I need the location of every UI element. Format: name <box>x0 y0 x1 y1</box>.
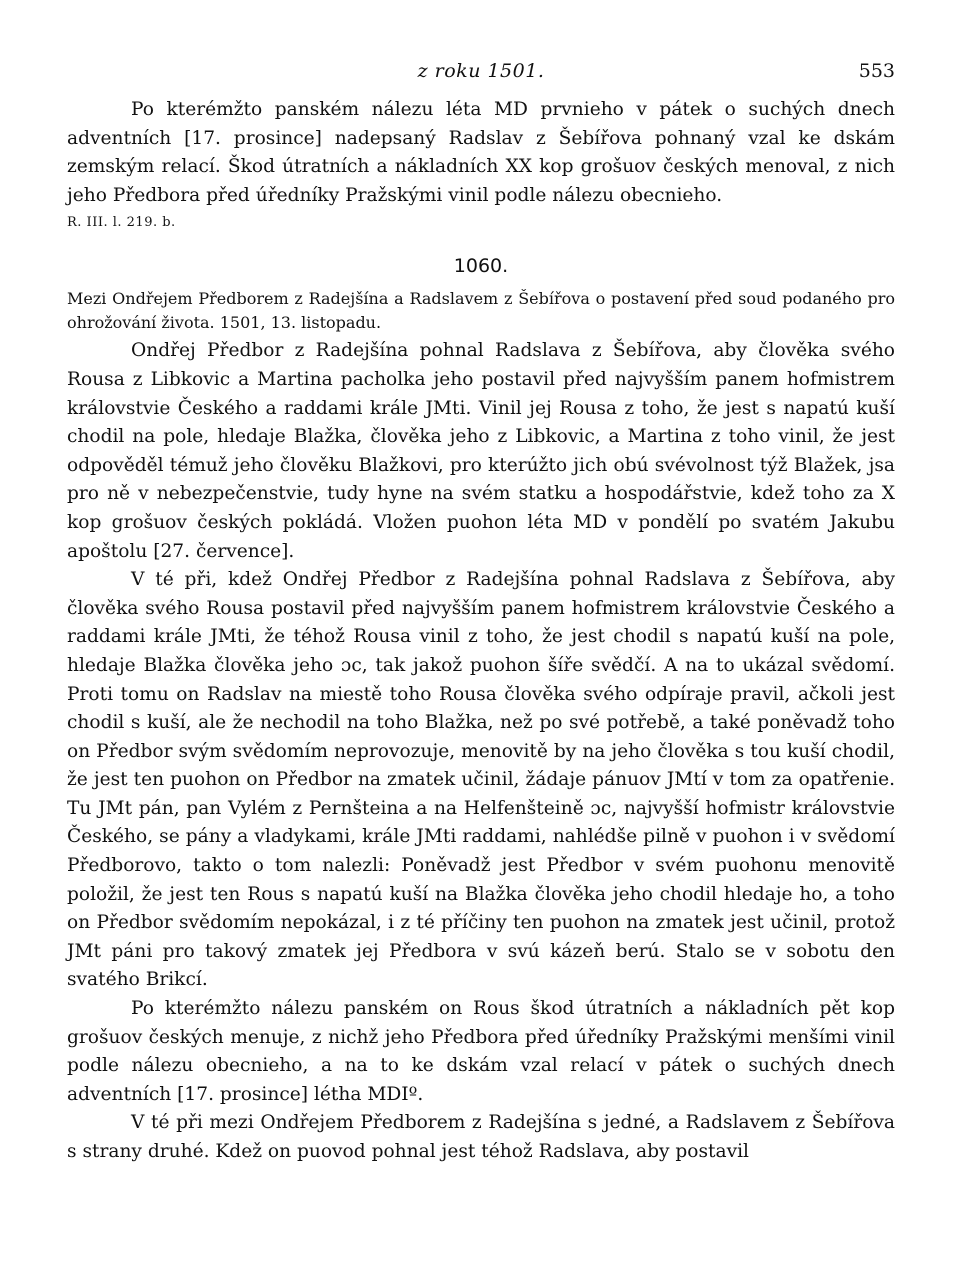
book-page <box>67 52 895 1167</box>
running-head <box>67 52 895 86</box>
page-number: 553 <box>858 60 895 82</box>
entry-number: 1060. <box>453 255 509 278</box>
intro-paragraph: Po kterémžto panském nálezu léta MD prvnieho v pátek o suchých dnech adventních [17. prosince] nadepsaný Radslav z Šebířova pohnaný vzal ke dskám zemským relací. Škod útratních a nákladních XX kop grošuov českých menoval, z nich jeho Předbora před úředníky Pražskými vinil podle nálezu obecnieho. <box>67 99 895 206</box>
body-paragraph-3: Po kterémžto nálezu panském on Rous škod útratních a nákladních pět kop grošuov českých menuje, z nichž jeho Předbora před úředníky Pražskými menšími vinil podle nálezu obecnieho, a na to ke dskám vzal relací v pátek o suchých dnech adventních [17. prosince] létha MDIº. <box>67 998 895 1105</box>
body-paragraph-1: Ondřej Předbor z Radejšína pohnal Radslava z Šebířova, aby člověka svého Rousa z Libkovic a Martina pacholka jeho postavil před najvyšším panem hofmistrem královstvie Českého a raddami krále JMti. Vinil jej Rousa z toho, že jest s napatú kuší chodil na pole, hledaje Blažka, člověka jeho z Libkovic, a Martina z toho vinil, že jest odpověděl témuž jeho člověku Blažkovi, pro kterúžto jich obú svévolnost týž Blažek, jsa pro ně v nebezpečenstvie, tudy hyne na svém statku a hospodářstvie, kdež toho za X kop grošuov českých pokládá. Vložen puohon léta MD v pondělí po svatém Jakubu apoštolu [27. července]. <box>67 340 895 562</box>
body-paragraph-4: V té při mezi Ondřejem Předborem z Radejšína s jedné, a Radslavem z Šebířova s strany druhé. Kdež on puovod pohnal jest téhož Radslava, aby postavil <box>67 1112 895 1162</box>
archive-reference: R. III. l. 219. b. <box>67 215 176 231</box>
body-paragraph-2: V té při, kdež Ondřej Předbor z Radejšína pohnal Radslava z Šebířova, aby člověka svého Rousa postavil před najvyšším panem hofmistrem královstvie Českého a raddami krále JMti, že téhož Rousa vinil z toho, že jest chodil s napatú kuší na pole, hledaje Blažka člověka jeho ɔc, tak jakož puohon šíře svědčí. A na to ukázal svědomí. Proti tomu on Radslav na miestě toho Rousa člověka svého odpíraje pravil, ačkoli jest chodil s kuší, ale že nechodil na toho Blažka, než po své potřebě, a také poněvadž toho on Předbor svým svědomím neprovozuje, menovitě by na jeho člověka s tou kuší chodil, že jest ten puohon on Předbor na zmatek učinil, žádaje pánuov JMtí v tom za opatřenie. Tu JMt pán, pan Vylém z Pernšteina a na Helfenšteině ɔc, najvyšší hofmistr královstvie Českého, se pány a vladykami, krále JMti raddami, nahlédše pilně v puohon i v svědomí Předborovo, takto o tom nalezli: Poněvadž jest Předbor v svém puohonu menovitě položil, že jest ten Rous s napatú kuší na Blažka člověka jeho chodil hledaje ho, a toho on Předbor svědomím nepokázal, i z té příčiny ten puohon na zmatek jest učinil, protož JMt páni pro takový zmatek jej Předbora v svú kázeň berú. Stalo se v sobotu den svatého Brikcí. <box>67 569 895 991</box>
entry-summary: Mezi Ondřejem Předborem z Radejšína a Radslavem z Šebířova o postavení před soud podaného pro ohrožování života. 1501, 13. listopadu. <box>67 289 895 333</box>
running-title: z roku 1501. <box>417 60 545 82</box>
